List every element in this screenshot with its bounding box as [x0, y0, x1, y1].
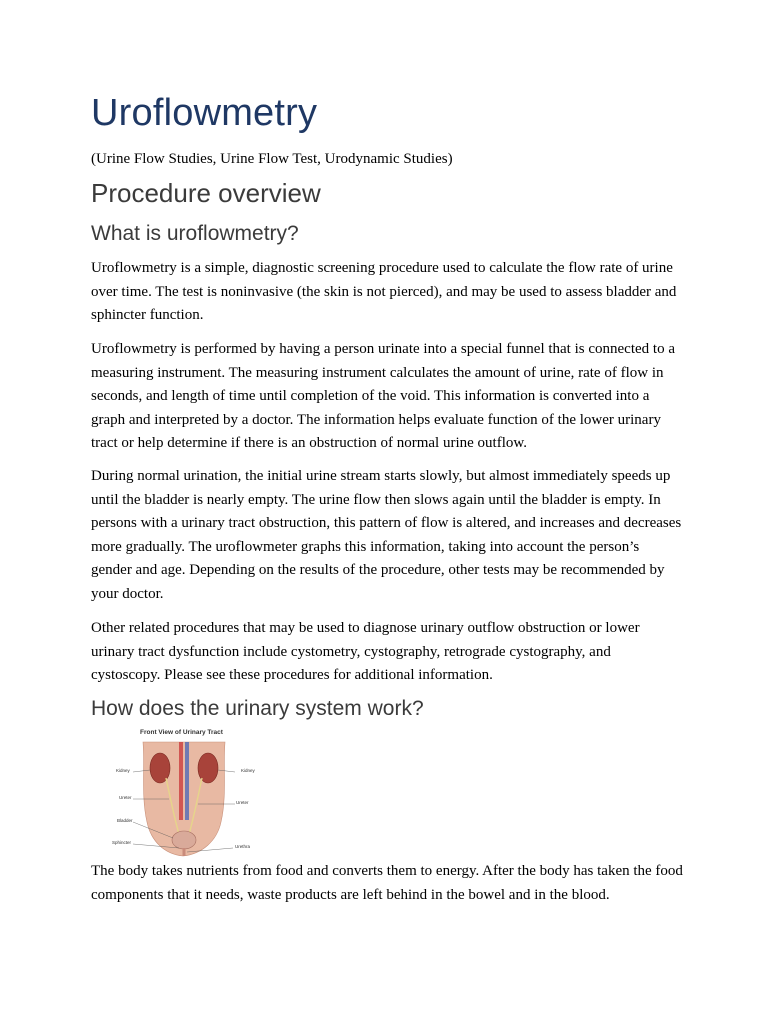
paragraph-2: Uroflowmetry is performed by having a person urinate into a special funnel that is connected to a measuring instrument. The measuring instrument calculates the amount of urine, rate of flow in seconds, and length of time until completion of the void. This information is converted into a graph and interpreted by a doctor. The information helps evaluate function of the lower urinary tract or help determine if there is an obstruction of normal urine outflow. [91, 341, 675, 451]
label-kidney-left: Kidney [116, 768, 130, 773]
label-sphincter: Sphincter [112, 840, 132, 845]
subsection-heading-what-is: What is uroflowmetry? [91, 222, 299, 245]
paragraph-1: Uroflowmetry is a simple, diagnostic screening procedure used to calculate the flow rate of urine over time. The test is noninvasive (the skin is not pierced), and may be used to assess bladder and sphincter function. [91, 260, 677, 323]
label-ureter-left: Ureter [119, 795, 132, 800]
figure-title: Front View of Urinary Tract [140, 729, 223, 736]
paragraph-4: Other related procedures that may be used to diagnose urinary outflow obstruction or lower urinary tract dysfunction include cystometry, cystography, retrograde cystography, and cystoscopy. Please see these procedures for additional information. [91, 620, 640, 683]
urethra-shape [183, 848, 186, 856]
page-title: Uroflowmetry [91, 92, 318, 134]
right-kidney-shape [198, 753, 218, 783]
label-ureter-right: Ureter [236, 800, 249, 805]
left-kidney-shape [150, 753, 170, 783]
label-kidney-right: Kidney [241, 768, 255, 773]
urinary-tract-figure [109, 726, 269, 858]
paragraph-3: During normal urination, the initial urine stream starts slowly, but almost immediately speeds up until the bladder is nearly empty. The urine flow then slows again until the bladder is empty. In persons with a urinary tract obstruction, this pattern of flow is altered, and increases and decreases more gradually. The uroflowmeter graphs this information, taking into account the person’s gender and age. Depending on the results of the procedure, other tests may be recommended by your doctor. [91, 468, 682, 602]
subsection-heading-urinary-system: How does the urinary system work? [91, 697, 424, 720]
label-bladder: Bladder [117, 818, 133, 823]
page-subtitle: (Urine Flow Studies, Urine Flow Test, Urodynamic Studies) [91, 151, 453, 167]
label-urethra: Urethra [235, 844, 251, 849]
paragraph-5: The body takes nutrients from food and converts them to energy. After the body has taken the food components that it needs, waste products are left behind in the bowel and in the blood. [91, 863, 683, 903]
aorta-shape [179, 742, 183, 820]
urinary-tract-illustration [109, 726, 269, 858]
vena-cava-shape [185, 742, 189, 820]
section-heading: Procedure overview [91, 178, 321, 208]
bladder-shape [172, 831, 196, 849]
